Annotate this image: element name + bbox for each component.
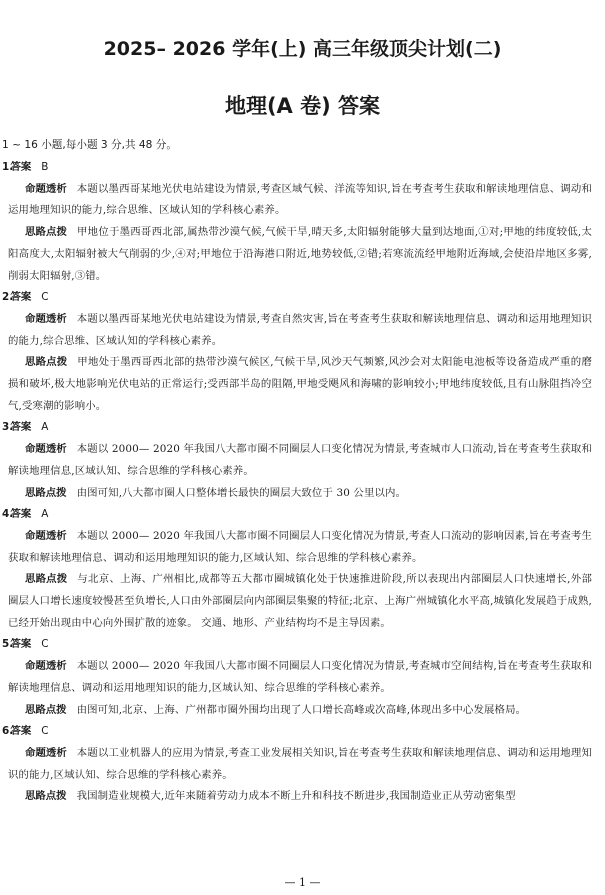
answer-label: 答案 (10, 508, 32, 521)
document-subtitle: 地理(A 卷) 答案 (224, 94, 381, 118)
analysis-label: 命题透析 (25, 529, 67, 542)
question-number: 4. (2, 508, 14, 521)
hint-text: 甲地处于墨西哥西北部的热带沙漠气候区,气候干旱,风沙天气频繁,风沙会对太阳能电池板等设备造成严重的磨损和破坏,极大地影响光伏电站的正常运行;受西部半岛的阻隔,甲地受飓风和海啸的影响较小;甲地纬度较低,且有山脉阻挡冷空气,受寒潮的影响小。 (8, 356, 593, 412)
answer-label: 答案 (10, 291, 32, 304)
analysis-block (8, 526, 592, 569)
analysis-text: 本题以 2000— 2020 年我国八大都市圈不同圈层人口变化情况为情景,考查人口流动的影响因素,旨在考查考生获取和解读地理信息、调动和运用地理知识的能力,区域认知、综合思维的学科核心素养。 (8, 529, 593, 564)
question-number: 6. (2, 725, 14, 738)
analysis-text: 本题以 2000— 2020 年我国八大都市圈不同圈层人口变化情况为情景,考查城市人口流动,旨在考查考生获取和解读地理信息,区域认知、综合思维的学科核心素养。 (8, 443, 593, 477)
analysis-text: 本题以 2000— 2020 年我国八大都市圈不同圈层人口变化情况为情景,考查城市空间结构,旨在考查考生获取和解读地理信息、调动和运用地理知识的能力,区域认知、综合思维的学科核心素养。 (8, 660, 593, 694)
answer-value: B (41, 161, 49, 173)
hint-text: 由图可知,北京、上海、广州都市圈外围均出现了人口增长高峰或次高峰,体现出多中心发展格局。 (76, 703, 527, 716)
hint-label: 思路点拨 (25, 486, 67, 499)
question-item (2, 417, 593, 504)
answer-label: 答案 (10, 638, 32, 651)
analysis-block (8, 309, 592, 352)
answer-value: C (41, 638, 49, 651)
question-number: 1. (2, 161, 14, 173)
question-item (2, 634, 593, 721)
analysis-text: 本题以墨西哥某地光伏电站建设为情景,考查自然灾害,旨在考查考生获取和解读地理信息、调动和运用地理知识的能力,综合思维、区域认知的学科核心素养。 (8, 312, 592, 347)
answer-value: A (41, 508, 49, 521)
question-item (2, 157, 593, 287)
answer-line (2, 504, 592, 526)
answer-line (2, 417, 592, 439)
analysis-block (8, 743, 592, 786)
hint-text: 我国制造业规模大,近年来随着劳动力成本不断上升和科技不断进步,我国制造业正从劳动密集型 (76, 790, 516, 803)
answer-line (2, 721, 592, 743)
hint-text: 与北京、上海、广州相比,成都等五大都市圈城镇化处于快速推进阶段,所以表现出内部圈层人口快速增长,外部圈层人口增长速度较慢甚至负增长,人口由外部圈层向内部圈层集聚的特征;北京、上海广州城镇化水平高,城镇化发展趋于成熟,已经开始出现由中心向外围扩散的迹象。 交通、地形、产业结构均不是主导因素。 (8, 573, 593, 629)
hint-block (8, 700, 592, 722)
question-number: 2. (2, 291, 14, 304)
answer-value: A (41, 421, 49, 434)
page-number: — 1 — (284, 876, 321, 889)
question-list (2, 157, 593, 808)
hint-block (8, 222, 592, 287)
hint-label: 思路点拨 (25, 790, 67, 803)
question-item (2, 504, 593, 634)
hint-label: 思路点拨 (25, 356, 68, 369)
analysis-block (8, 656, 592, 699)
question-item (2, 287, 593, 417)
analysis-label: 命题透析 (25, 746, 67, 759)
analysis-block (8, 439, 592, 482)
analysis-label: 命题透析 (25, 312, 67, 325)
question-number: 5. (2, 638, 14, 651)
answer-label: 答案 (10, 421, 32, 434)
analysis-label: 命题透析 (25, 443, 67, 456)
analysis-text: 本题以工业机器人的应用为情景,考查工业发展相关知识,旨在考查考生获取和解读地理信息、调动和运用地理知识的能力,区域认知、综合思维的学科核心素养。 (8, 746, 592, 781)
hint-label: 思路点拨 (25, 226, 68, 239)
document-title: 2025– 2026 学年(上) 高三年级顶尖计划(二) (103, 38, 502, 60)
hint-label: 思路点拨 (25, 573, 68, 586)
answer-label: 答案 (10, 725, 32, 738)
analysis-text: 本题以墨西哥某地光伏电站建设为情景,考查区域气候、洋流等知识,旨在考查考生获取和解读地理信息、调动和运用地理知识的能力,综合思维、区域认知的学科核心素养。 (8, 182, 592, 217)
answer-line (2, 157, 592, 179)
question-number: 3. (2, 421, 14, 434)
hint-label: 思路点拨 (25, 703, 67, 716)
hint-block (8, 483, 592, 505)
analysis-block (8, 179, 592, 222)
answer-line (2, 287, 592, 309)
question-item (2, 721, 592, 808)
hint-block (8, 786, 592, 808)
analysis-label: 命题透析 (25, 182, 67, 195)
hint-block (8, 352, 592, 417)
answer-line (2, 634, 592, 656)
analysis-label: 命题透析 (25, 660, 67, 673)
hint-text: 由图可知,八大都市圈人口整体增长最快的圈层大致位于 30 公里以内。 (76, 486, 407, 499)
section-intro: 1 ~ 16 小题,每小题 3 分,共 48 分。 (2, 139, 177, 151)
hint-text: 甲地位于墨西哥西北部,属热带沙漠气候,气候干旱,晴天多,太阳辐射能够大量到达地面,①对;甲地的纬度较低,太阳高度大,太阳辐射被大气削弱的少,④对;甲地位于沿海港口附近,地势较低,②错;若寒流流经甲地附近海域,会使沿岸地区多雾,削弱太阳辐射,③错。 (8, 226, 593, 282)
answer-value: C (41, 291, 49, 304)
answer-value: C (41, 725, 49, 738)
answer-label: 答案 (10, 161, 32, 173)
hint-block (8, 569, 592, 634)
